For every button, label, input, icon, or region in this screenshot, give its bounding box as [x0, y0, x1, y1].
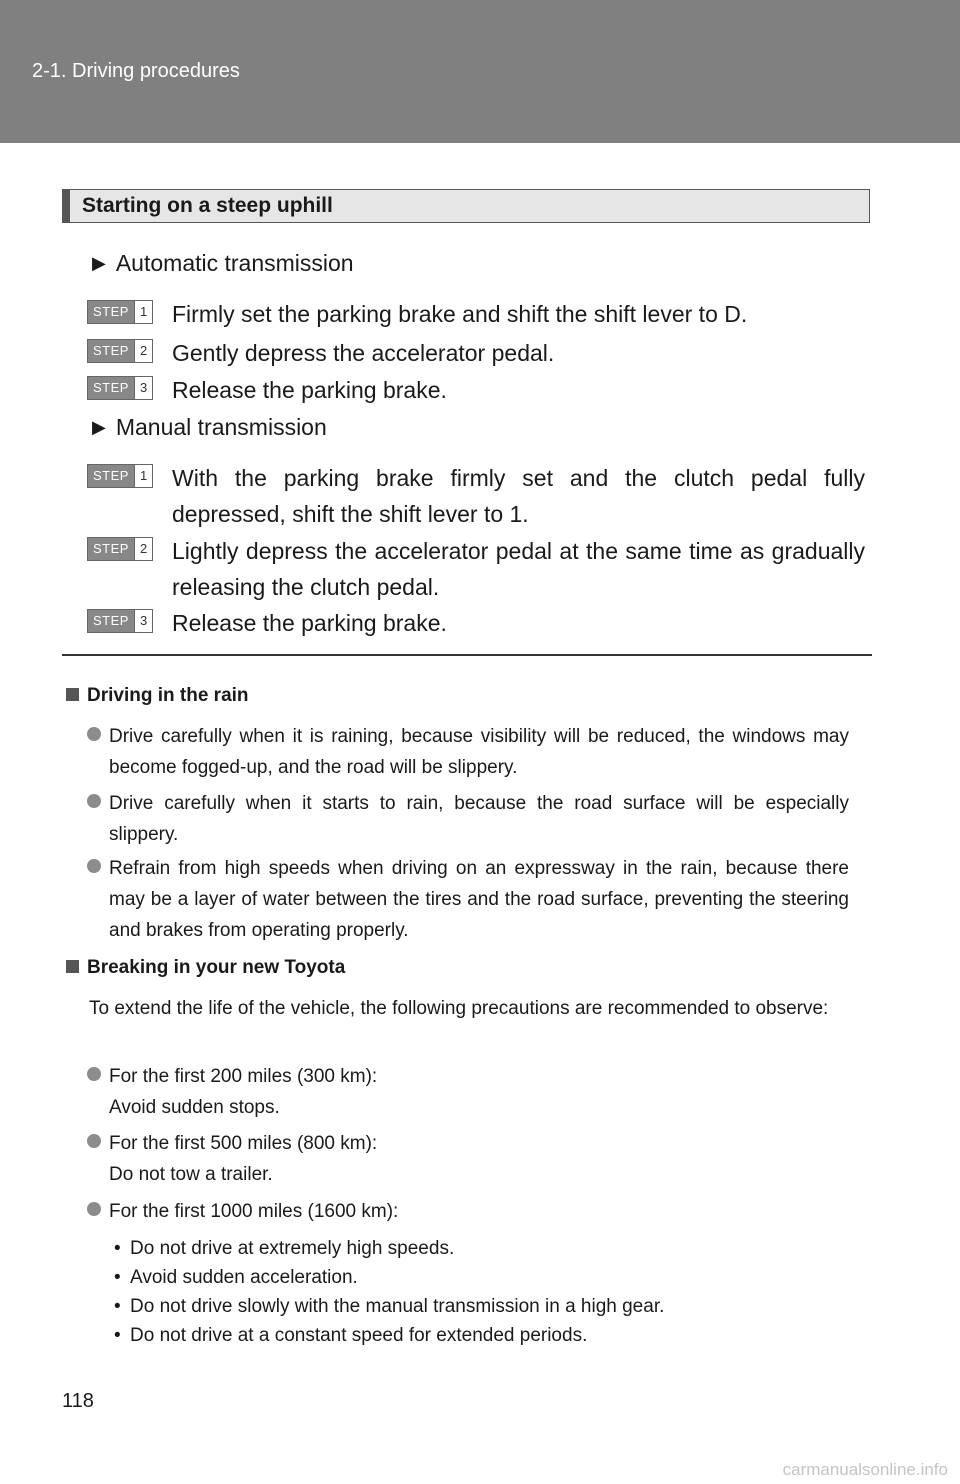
- circle-bullet-icon: [87, 1202, 101, 1216]
- section-title: Starting on a steep uphill: [82, 194, 333, 217]
- breakin-heading: Breaking in your new Toyota: [66, 957, 345, 979]
- step-badge: STEP 2: [87, 339, 153, 363]
- step-badge: STEP 3: [87, 609, 153, 633]
- circle-bullet-icon: [87, 1067, 101, 1081]
- breakin-subitem: • Do not drive at a constant speed for extended periods.: [114, 1325, 588, 1346]
- square-bullet-icon: [66, 688, 79, 701]
- section-title-box: [62, 189, 870, 223]
- section-divider: [62, 654, 872, 656]
- step-text: Release the parking brake.: [172, 610, 447, 636]
- circle-bullet-icon: [87, 727, 101, 741]
- step-badge: STEP 2: [87, 537, 153, 561]
- chapter-section-label: 2-1. Driving procedures: [32, 60, 240, 82]
- step-text: Gently depress the accelerator pedal.: [172, 340, 555, 366]
- page-header: [0, 0, 960, 143]
- step-badge: STEP 1: [87, 300, 153, 324]
- step-text: Release the parking brake.: [172, 377, 447, 403]
- manual-transmission-heading: ▶ Manual transmission: [92, 414, 327, 440]
- breakin-intro: To extend the life of the vehicle, the following precautions are recommended to observe:: [89, 998, 829, 1019]
- circle-bullet-icon: [87, 859, 101, 873]
- auto-transmission-heading: ▶ Automatic transmission: [92, 250, 354, 276]
- circle-bullet-icon: [87, 1134, 101, 1148]
- page-number: 118: [62, 1390, 94, 1412]
- step-text: With the parking brake firmly set and the clutch pedal fully depressed, shift the shift lever to 1.: [172, 465, 865, 527]
- rain-heading: Driving in the rain: [66, 685, 249, 707]
- step-badge: STEP 3: [87, 376, 153, 400]
- triangle-arrow-icon: ▶: [92, 417, 106, 437]
- square-bullet-icon: [66, 960, 79, 973]
- breakin-subitem: • Do not drive at extremely high speeds.: [114, 1238, 455, 1259]
- triangle-arrow-icon: ▶: [92, 253, 106, 273]
- step-text: Firmly set the parking brake and shift the shift lever to D.: [172, 301, 748, 327]
- breakin-subitem: • Do not drive slowly with the manual transmission in a high gear.: [114, 1296, 665, 1317]
- step-badge: STEP 1: [87, 464, 153, 488]
- watermark: carmanualsonline.info: [782, 1460, 948, 1479]
- step-text: Lightly depress the accelerator pedal at the same time as gradually releasing the clutch pedal.: [172, 538, 865, 600]
- breakin-subitem: • Avoid sudden acceleration.: [114, 1267, 358, 1288]
- circle-bullet-icon: [87, 794, 101, 808]
